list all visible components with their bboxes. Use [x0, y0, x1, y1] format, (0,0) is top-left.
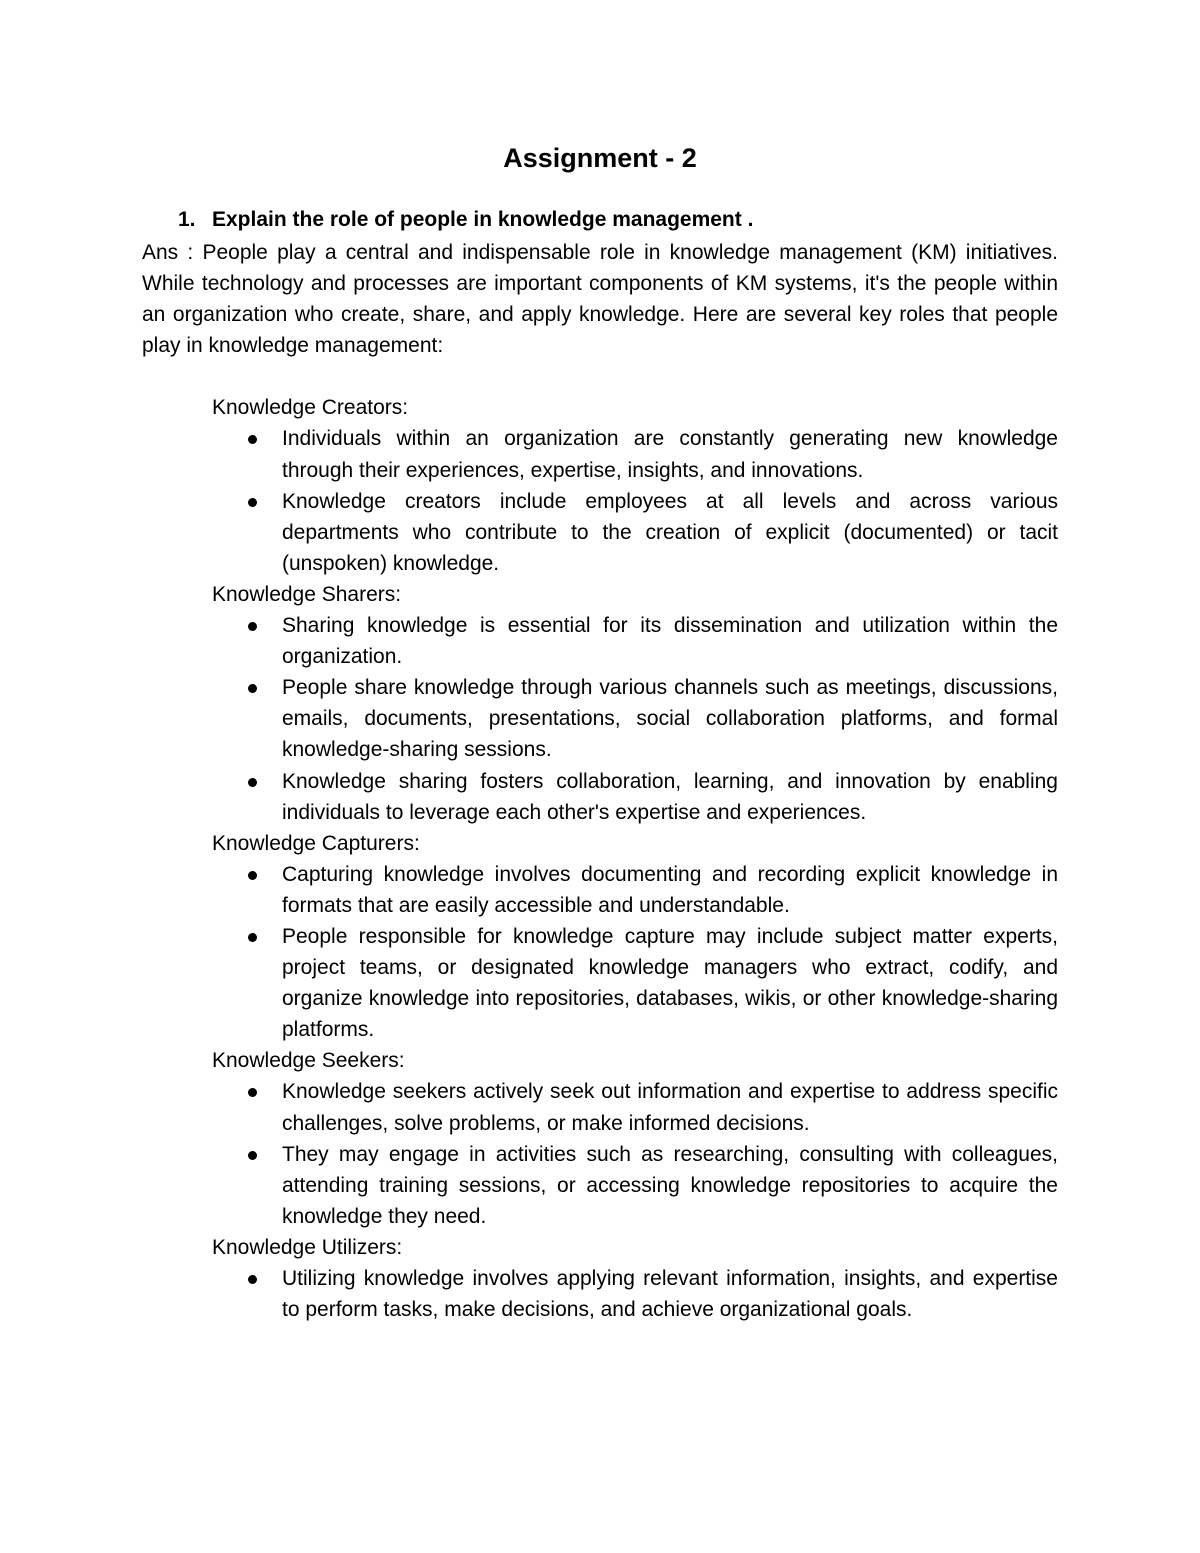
bullet-list [212, 1076, 1058, 1231]
bullet-icon [248, 1088, 257, 1097]
list-item [282, 859, 1058, 921]
answer-label: Ans : [142, 241, 194, 264]
answer-text: People play a central and indispensable role in knowledge management (KM) initiatives. While technology and processes are important components of KM systems, it's the people within an organization who create, share, and apply knowledge. Here are several key roles that people play in knowledge management: [142, 241, 1058, 358]
bullet-text: Knowledge seekers actively seek out information and expertise to address specific challenges, solve problems, or make informed decisions. [282, 1080, 1058, 1135]
bullet-text: Knowledge creators include employees at all levels and across various departments who contribute to the creation of explicit (documented) or tacit (unspoken) knowledge. [282, 489, 1058, 575]
list-item [282, 486, 1058, 579]
bullet-icon [248, 498, 257, 507]
question-text: Explain the role of people in knowledge management . [212, 208, 754, 231]
document-body [142, 237, 1058, 1325]
list-item [282, 672, 1058, 765]
bullet-text: People responsible for knowledge capture may include subject matter experts, project teams, or designated knowledge managers who extract, codify, and organize knowledge into repositories, databases, wikis, or other knowledge-sharing platforms. [282, 924, 1058, 1042]
bullet-list [212, 610, 1058, 828]
bullet-text: Utilizing knowledge involves applying relevant information, insights, and expertise to perform tasks, make decisions, and achieve organizational goals. [282, 1267, 1058, 1322]
bullet-text: They may engage in activities such as researching, consulting with colleagues, attending training sessions, or accessing knowledge repositories to acquire the knowledge they need. [282, 1142, 1058, 1228]
document-title: Assignment - 2 [503, 143, 697, 173]
bullet-list [212, 423, 1058, 578]
list-item [282, 921, 1058, 1045]
bullet-icon [248, 933, 257, 942]
section-heading: Knowledge Utilizers: [212, 1235, 403, 1259]
list-item [282, 766, 1058, 828]
bullet-text: Capturing knowledge involves documenting and recording explicit knowledge in formats that are easily accessible and understandable. [282, 862, 1058, 917]
section-heading: Knowledge Seekers: [212, 1049, 405, 1073]
answer-paragraph [142, 237, 1058, 361]
section-heading: Knowledge Capturers: [212, 831, 420, 855]
section-knowledge-creators [212, 392, 1058, 579]
section-knowledge-seekers [212, 1045, 1058, 1232]
bullet-icon [248, 622, 257, 631]
section-heading: Knowledge Creators: [212, 396, 409, 420]
list-item [282, 1139, 1058, 1232]
roles-list [212, 392, 1058, 1325]
section-knowledge-capturers [212, 828, 1058, 1046]
question-number: 1. [178, 208, 196, 231]
bullet-text: Individuals within an organization are constantly generating new knowledge through their experiences, expertise, insights, and innovations. [282, 427, 1058, 482]
list-item [282, 1263, 1058, 1325]
section-knowledge-utilizers [212, 1232, 1058, 1325]
list-item [282, 1076, 1058, 1138]
list-item [282, 610, 1058, 672]
bullet-text: Knowledge sharing fosters collaboration, learning, and innovation by enabling individuals to leverage each other's expertise and experiences. [282, 769, 1058, 824]
list-item [282, 423, 1058, 485]
section-knowledge-sharers [212, 579, 1058, 828]
question-heading [178, 204, 1078, 235]
bullet-list [212, 859, 1058, 1046]
section-heading: Knowledge Sharers: [212, 582, 402, 606]
bullet-icon [248, 871, 257, 880]
bullet-icon [248, 684, 257, 693]
bullet-icon [248, 1151, 257, 1160]
bullet-icon [248, 778, 257, 787]
bullet-icon [248, 435, 257, 444]
bullet-text: People share knowledge through various channels such as meetings, discussions, emails, documents, presentations, social collaboration platforms, and formal knowledge-sharing sessions. [282, 676, 1058, 762]
bullet-text: Sharing knowledge is essential for its dissemination and utilization within the organization. [282, 614, 1058, 669]
bullet-icon [248, 1275, 257, 1284]
bullet-list [212, 1263, 1058, 1325]
